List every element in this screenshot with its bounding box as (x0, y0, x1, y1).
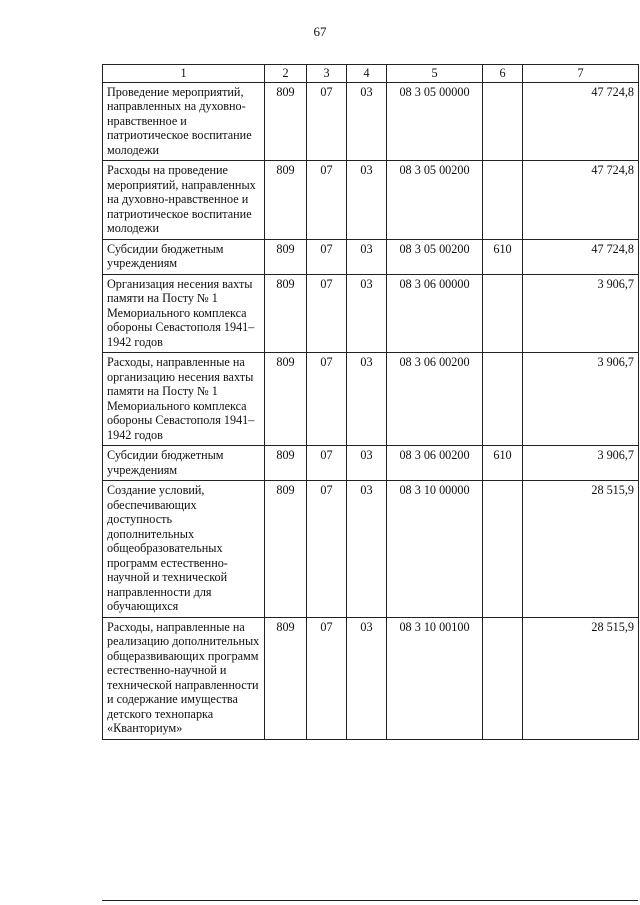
target-article-cell: 08 3 06 00200 (387, 446, 483, 481)
expense-type-cell (483, 481, 523, 618)
table-body (103, 82, 639, 739)
target-article-cell: 08 3 05 00000 (387, 82, 483, 161)
page-number: 67 (313, 24, 327, 39)
expense-type-cell (483, 161, 523, 240)
target-article-cell: 08 3 10 00000 (387, 481, 483, 618)
table-row (103, 353, 639, 446)
column-header: 2 (265, 65, 307, 83)
expense-type-cell (483, 353, 523, 446)
section-code-cell: 07 (307, 239, 347, 274)
expense-type-cell: 610 (483, 446, 523, 481)
expense-name-cell: Расходы, направленные на организацию несения вахты памяти на Посту № 1 Мемориального комплекса обороны Севастополя 1941–1942 годов (103, 353, 265, 446)
section-code-cell: 07 (307, 274, 347, 353)
subsection-code-cell: 03 (347, 82, 387, 161)
amount-cell: 28 515,9 (523, 617, 639, 739)
column-header: 6 (483, 65, 523, 83)
expense-name-cell: Проведение мероприятий, направленных на духовно-нравственное и патриотическое воспитание молодежи (103, 82, 265, 161)
amount-cell: 3 906,7 (523, 446, 639, 481)
section-code-cell: 07 (307, 617, 347, 739)
expense-type-cell (483, 617, 523, 739)
expense-name-cell: Расходы, направленные на реализацию дополнительных общеразвивающих программ естественно-научной и технической направленности и содержание имущества детского технопарка «Кванториум» (103, 617, 265, 739)
subsection-code-cell: 03 (347, 161, 387, 240)
subsection-code-cell: 03 (347, 481, 387, 618)
budget-table (102, 64, 639, 740)
column-header: 3 (307, 65, 347, 83)
expense-type-cell: 610 (483, 239, 523, 274)
table-row (103, 617, 639, 739)
table-row (103, 239, 639, 274)
department-code-cell: 809 (265, 353, 307, 446)
department-code-cell: 809 (265, 239, 307, 274)
subsection-code-cell: 03 (347, 446, 387, 481)
section-code-cell: 07 (307, 446, 347, 481)
amount-cell: 3 906,7 (523, 353, 639, 446)
department-code-cell: 809 (265, 82, 307, 161)
expense-name-cell: Субсидии бюджетным учреждениям (103, 239, 265, 274)
column-header: 5 (387, 65, 483, 83)
table-row (103, 161, 639, 240)
amount-cell: 47 724,8 (523, 82, 639, 161)
amount-cell: 47 724,8 (523, 161, 639, 240)
department-code-cell: 809 (265, 161, 307, 240)
target-article-cell: 08 3 06 00000 (387, 274, 483, 353)
department-code-cell: 809 (265, 481, 307, 618)
table-bottom-rule (102, 900, 638, 901)
column-header: 1 (103, 65, 265, 83)
section-code-cell: 07 (307, 481, 347, 618)
target-article-cell: 08 3 05 00200 (387, 239, 483, 274)
subsection-code-cell: 03 (347, 617, 387, 739)
expense-name-cell: Организация несения вахты памяти на Посту № 1 Мемориального комплекса обороны Севастополя 1941–1942 годов (103, 274, 265, 353)
target-article-cell: 08 3 05 00200 (387, 161, 483, 240)
section-code-cell: 07 (307, 353, 347, 446)
target-article-cell: 08 3 06 00200 (387, 353, 483, 446)
department-code-cell: 809 (265, 617, 307, 739)
subsection-code-cell: 03 (347, 274, 387, 353)
expense-name-cell: Субсидии бюджетным учреждениям (103, 446, 265, 481)
subsection-code-cell: 03 (347, 353, 387, 446)
amount-cell: 28 515,9 (523, 481, 639, 618)
section-code-cell: 07 (307, 82, 347, 161)
column-header: 7 (523, 65, 639, 83)
expense-name-cell: Расходы на проведение мероприятий, направленных на духовно-нравственное и патриотическое воспитание молодежи (103, 161, 265, 240)
target-article-cell: 08 3 10 00100 (387, 617, 483, 739)
table-row (103, 446, 639, 481)
amount-cell: 47 724,8 (523, 239, 639, 274)
table-row (103, 274, 639, 353)
section-code-cell: 07 (307, 161, 347, 240)
expense-type-cell (483, 274, 523, 353)
column-header: 4 (347, 65, 387, 83)
expense-name-cell: Создание условий, обеспечивающих доступность дополнительных общеобразовательных программ естественно-научной и технической направленности для обучающихся (103, 481, 265, 618)
table-row (103, 481, 639, 618)
department-code-cell: 809 (265, 446, 307, 481)
department-code-cell: 809 (265, 274, 307, 353)
amount-cell: 3 906,7 (523, 274, 639, 353)
table-row (103, 82, 639, 161)
header-row (103, 65, 639, 83)
expense-type-cell (483, 82, 523, 161)
subsection-code-cell: 03 (347, 239, 387, 274)
